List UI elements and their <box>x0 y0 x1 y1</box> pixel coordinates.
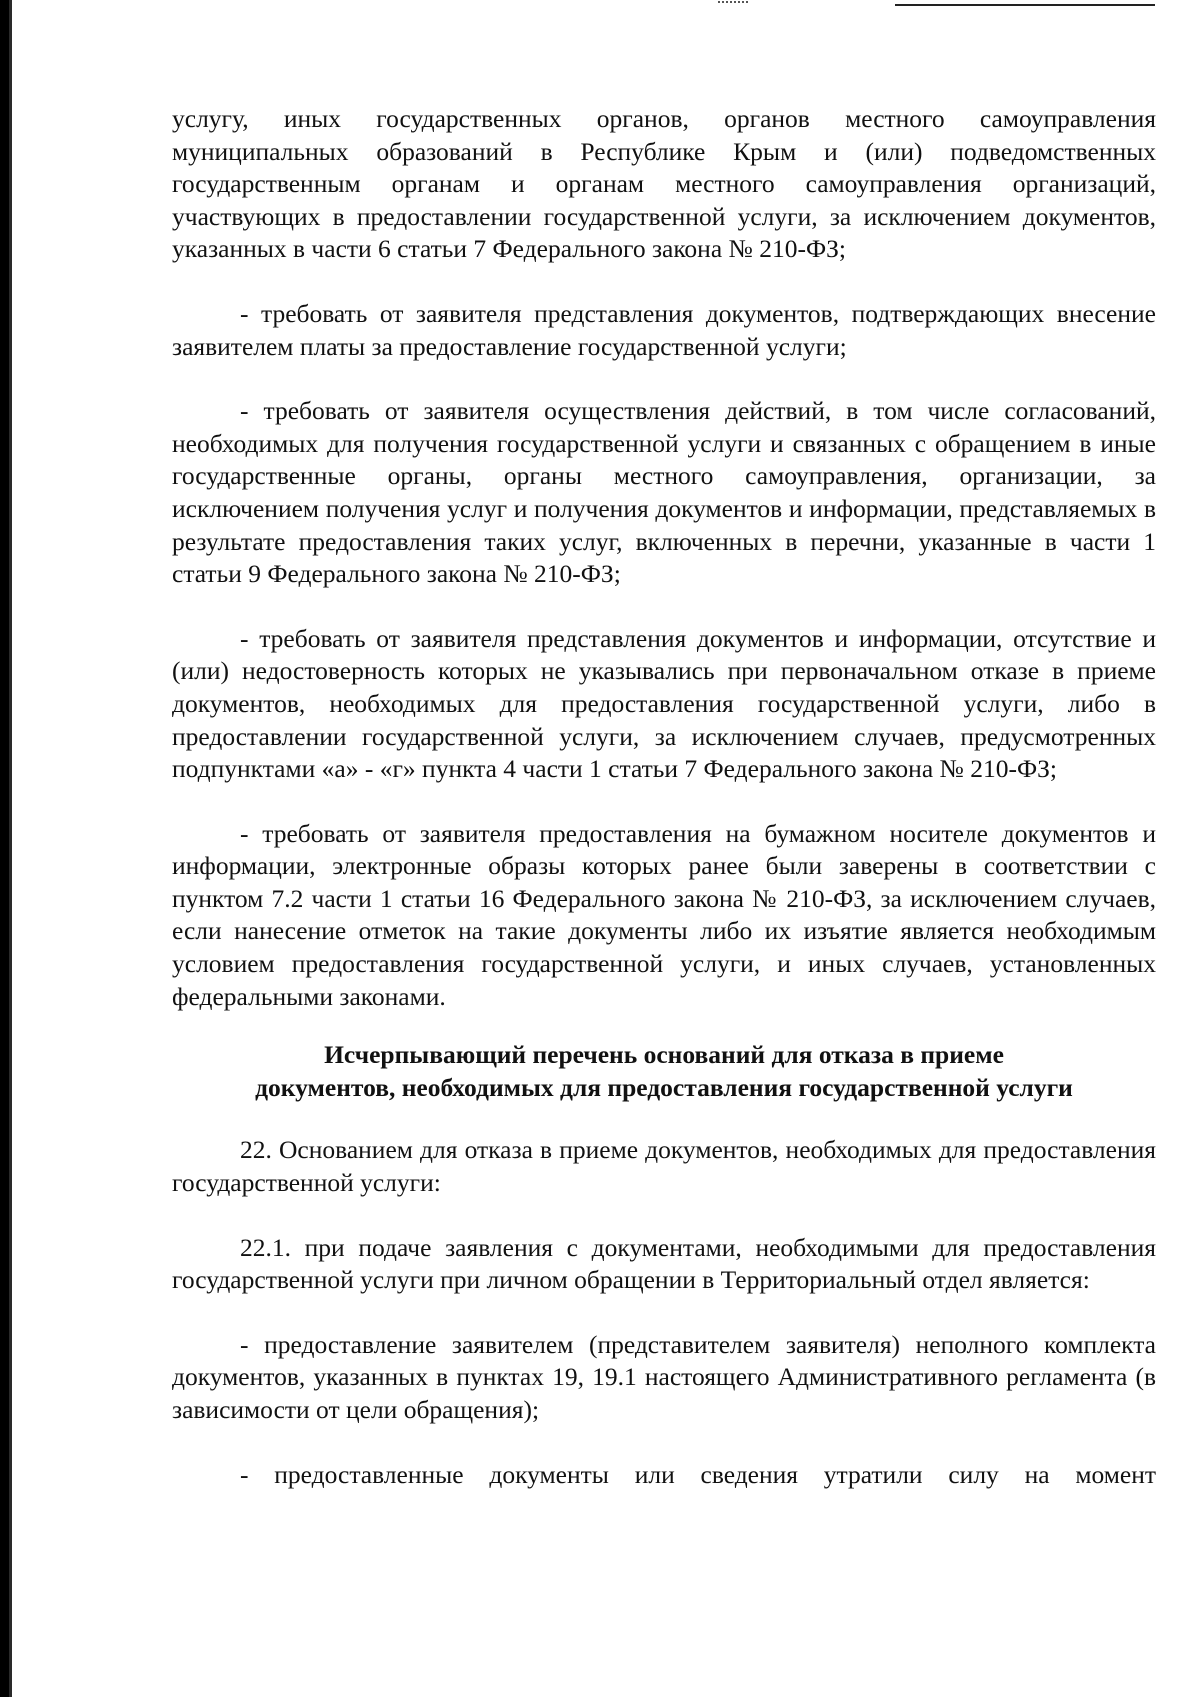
section-heading-line-1: Исчерпывающий перечень оснований для отказа в приеме <box>324 1040 1004 1070</box>
section-heading-line-2: документов, необходимых для предоставления государственной услуги <box>255 1072 1073 1102</box>
scan-edge-shadow <box>9 0 12 1697</box>
document-page <box>172 103 1156 1491</box>
scan-edge <box>0 0 9 1697</box>
paragraph-actions-requirement: - требовать от заявителя осуществления действий, в том числе согласований, необходимых для получения государственной услуги и связанных с обращением в иные государственные органы, органы местного самоуправления, организации, за исключением получения услуг и получения документов и информации, представляемых в результате предоставления таких услуг, включенных в перечни, указанные в части 1 статьи 9 Федерального закона № 210-ФЗ; <box>172 396 1156 589</box>
paragraph-continuation: услугу, иных государственных органов, органов местного самоуправления муниципальных образований в Республике Крым и (или) подведомственных государственным органам и органам местного самоуправления организаций, участвующих в предоставлении государственной услуги, за исключением документов, указанных в части 6 статьи 7 Федерального закона № 210-ФЗ; <box>172 104 1156 264</box>
paragraph-incomplete-set: - предоставление заявителем (представителем заявителя) неполного комплекта документов, указанных в пунктах 19, 19.1 настоящего Административного регламента (в зависимости от цели обращения); <box>172 1329 1156 1424</box>
paragraph-22-1: 22.1. при подаче заявления с документами, необходимыми для предоставления государственной услуги при личном обращении в Территориальный отдел является: <box>172 1232 1156 1295</box>
paragraph-expired-documents: - предоставленные документы или сведения утратили силу на момент <box>240 1459 1156 1489</box>
paragraph-documents-requirement: - требовать от заявителя представления документов и информации, отсутствие и (или) недостоверность которых не указывались при первоначальном отказе в приеме документов, необходимых для предоставления государственной услуги, либо в предоставлении государственной услуги, за исключением случаев, предусмотренных подпунктами «а» - «г» пункта 4 части 1 статьи 7 Федерального закона № 210-ФЗ; <box>172 623 1156 784</box>
section-heading <box>172 1039 1156 1104</box>
paragraph-payment-requirement: - требовать от заявителя представления документов, подтверждающих внесение заявителем платы за предоставление государственной услуги; <box>172 298 1156 361</box>
scan-top-line <box>895 4 1155 6</box>
scan-mark <box>718 1 748 5</box>
paragraph-22: 22. Основанием для отказа в приеме документов, необходимых для предоставления государственной услуги: <box>172 1135 1156 1198</box>
paragraph-paper-documents: - требовать от заявителя предоставления на бумажном носителе документов и информации, электронные образы которых ранее были заверены в соответствии с пунктом 7.2 части 1 статьи 16 Федерального закона № 210-ФЗ, за исключением случаев, если нанесение отметок на такие документы либо их изъятие является необходимым условием предоставления государственной услуги, и иных случаев, установленных федеральными законами. <box>172 818 1156 1011</box>
